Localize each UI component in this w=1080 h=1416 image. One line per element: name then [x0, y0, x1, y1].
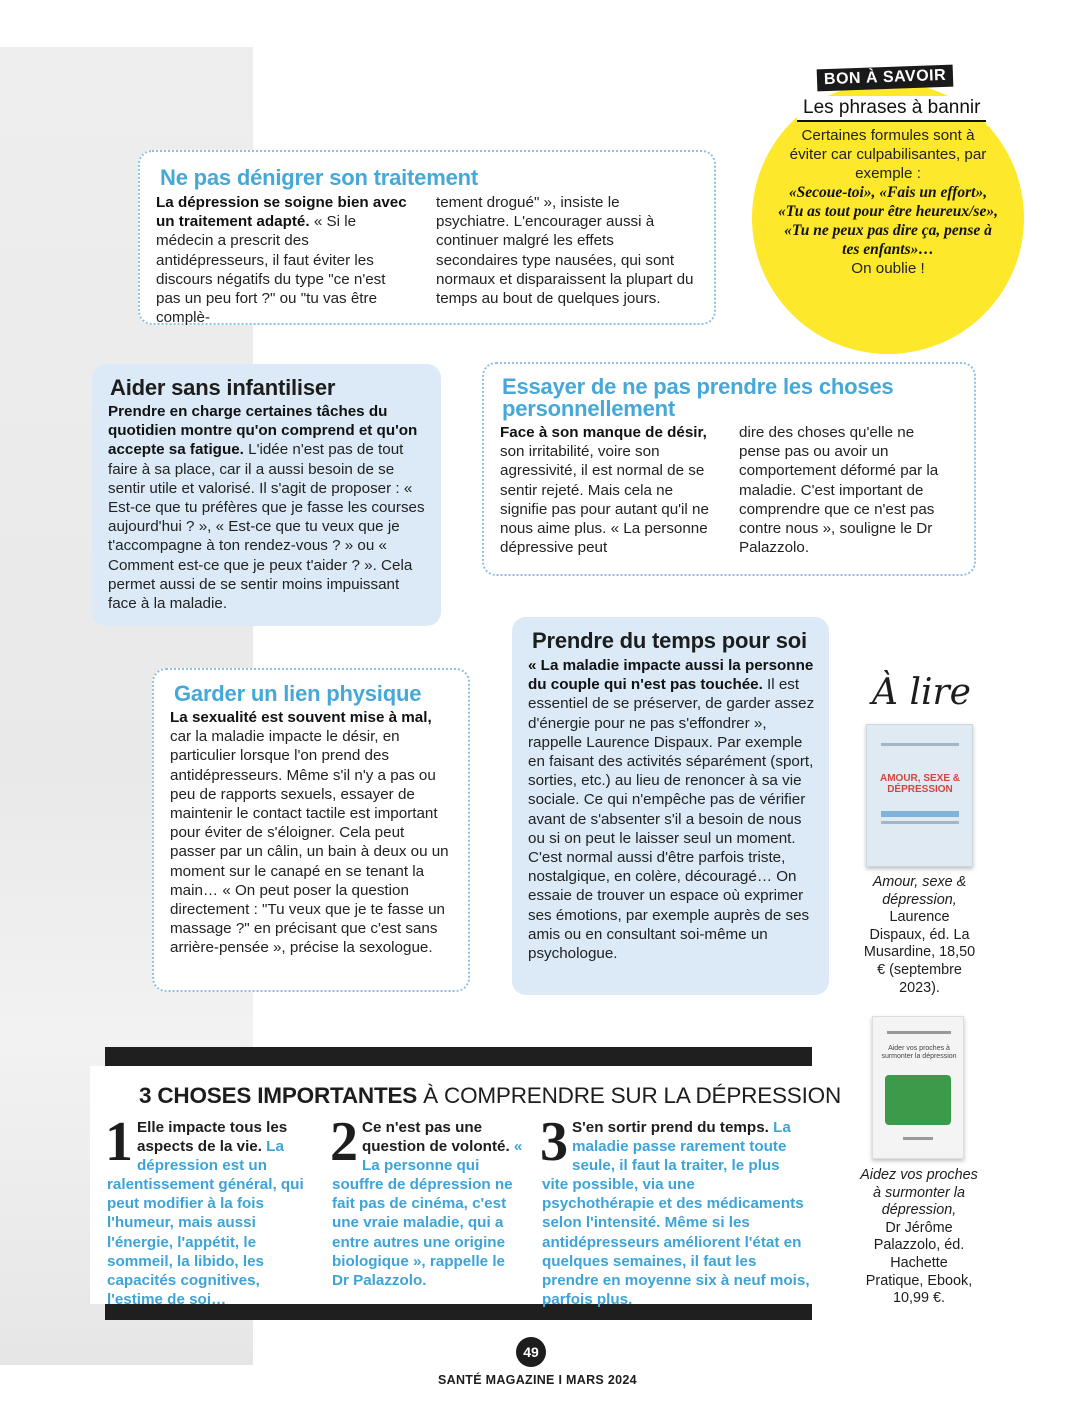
- cover-line: [887, 1031, 951, 1034]
- box-lead: Face à son manque de désir,: [500, 424, 707, 441]
- box-title: Prendre du temps pour soi: [532, 628, 807, 653]
- book-cover-amour: [866, 724, 973, 867]
- key-point-heading: Ce n'est pas une question de volonté.: [362, 1119, 510, 1156]
- cover-line: [881, 811, 959, 817]
- key-point-number: 2: [330, 1111, 358, 1173]
- box-temps: [512, 617, 829, 995]
- box-infantiliser: [92, 364, 441, 626]
- band-title-bold: 3 CHOSES IMPORTANTES: [139, 1083, 418, 1108]
- box-title: Essayer de ne pas prendre les choses personnellement: [502, 374, 894, 421]
- box-lead: Prendre en charge certaines tâches du quotidien montre qu'on comprend et qu'on accepte sa fatigue.: [108, 403, 418, 459]
- box-title: Garder un lien physique: [174, 681, 422, 706]
- footer-issue: MARS 2024: [566, 1373, 637, 1387]
- box-text: « Si le médecin a prescrit des antidépresseurs, il faut éviter les discours négatifs du type "ce n'est pas un peu fort ?" ou "tu vas être complè-: [156, 213, 386, 327]
- tip-badge: BON À SAVOIR: [817, 65, 954, 92]
- cover-line: [903, 1137, 933, 1140]
- key-point-number: 3: [540, 1111, 568, 1173]
- cover-line: [881, 821, 959, 824]
- cover-line: [881, 743, 959, 746]
- tip-intro: Certaines formules sont à éviter car culpabilisantes, par exemple :: [789, 127, 987, 182]
- key-point-number: 1: [105, 1111, 133, 1173]
- tip-heading: Les phrases à bannir: [797, 96, 986, 122]
- page-number: 49: [516, 1337, 546, 1367]
- key-point-text: La dépression est un ralentissement général, qui peut modifier à la fois l'humeur, mais aussi l'énergie, l'appétit, le sommeil, la libido, les capacités cognitives, l'estime de soi…: [107, 1138, 304, 1308]
- box-lead: « La maladie impacte aussi la personne du couple qui n'est pas touchée.: [528, 657, 814, 694]
- book-caption: [862, 874, 977, 997]
- tip-content: [772, 126, 1004, 278]
- box-body: [170, 708, 454, 958]
- box-column: [500, 423, 717, 557]
- band-title: [139, 1083, 841, 1109]
- book-cover-aider: [872, 1016, 964, 1159]
- box-column: [739, 423, 956, 557]
- box-columns: [500, 423, 956, 557]
- key-point-2: [330, 1111, 524, 1290]
- box-column: [156, 193, 414, 327]
- box-traitement: [138, 150, 716, 325]
- footer-credit: [438, 1373, 637, 1387]
- box-body: [528, 656, 815, 963]
- book-details: Laurence Dispaux, éd. La Musardine, 18,50 € (septembre 2023).: [863, 909, 976, 996]
- box-text: son irritabilité, voire son agressivité, il est normal de se sentir rejeté. Mais cela ne signifie pas pour autant qu'il ne nous aime plus. « La personne dépressive peut: [500, 443, 709, 557]
- key-point-heading: S'en sortir prend du temps.: [572, 1119, 769, 1136]
- book-cover-title: AMOUR, SEXE & DÉPRESSION: [879, 773, 960, 795]
- book-details: Dr Jérôme Palazzolo, éd. Hachette Pratique, Ebook, 10,99 €.: [865, 1219, 973, 1307]
- tip-outro: On oublie !: [851, 260, 925, 277]
- box-title: Ne pas dénigrer son traitement: [160, 165, 478, 190]
- key-point-1: [105, 1111, 312, 1309]
- book-caption: [860, 1167, 978, 1308]
- box-text: L'idée n'est pas de tout faire à sa place, car il a aussi besoin de se sentir utile et valorisé. Il s'agit de proposer : « Est-ce que tu préfères que je fasse les courses aujourd'hui ? », « Est-ce que tu veux que je t'accompagne à ton rendez-vous ? » ou « Comment est-ce que je peux t'aider ? ». Cela permet aussi de se sentir moins impuissant face à la maladie.: [108, 441, 425, 613]
- box-lead: La dépression se soigne bien avec un traitement adapté.: [156, 194, 407, 231]
- book-cover-title: Aider vos proches à surmonter la dépression: [881, 1045, 957, 1060]
- key-point-text: « La personne qui souffre de dépression ne fait pas de cinéma, c'est une vraie maladie, qui a entre autres une origine biologique », rappelle le Dr Palazzolo.: [332, 1138, 523, 1289]
- band-title-rest: À COMPRENDRE SUR LA DÉPRESSION: [417, 1083, 842, 1108]
- tip-quotes: «Secoue-toi», «Fais un effort», «Tu as tout pour être heureux/se», «Tu ne peux pas dire ça, pense à tes enfants»…: [778, 184, 998, 258]
- box-columns: [156, 193, 694, 327]
- box-physique: [152, 668, 470, 992]
- box-text: dire des choses qu'elle ne pense pas ou avoir un comportement déformé par la maladie. C'est important de comprendre que ce n'est pas contre nous », souligne le Dr Palazzolo.: [739, 424, 939, 557]
- book-title: Amour, sexe & dépression,: [872, 874, 967, 908]
- box-text: Il est essentiel de se préserver, de garder assez d'énergie pour ne pas s'effondrer », rappelle Laurence Dispaux. Par exemple en faisant des activités séparément (sport, sorties, etc.) au lieu de renoncer à sa vie sociale. Ce qui n'empêche pas de vérifier avant de s'absenter s'il a besoin de nous ou si on peut le laisser seul un moment. C'est normal aussi d'être parfois triste, nostalgique, en colère, découragé… On essaie de trouver un espace où exprimer ses émotions, par exemple auprès de ses amis ou en consultant soi-même un psychologue.: [528, 676, 815, 963]
- box-text: tement drogué" », insiste le psychiatre. L'encourager aussi à continuer malgré les effets secondaires type nausées, qui sont normaux et disparaissent la plupart du temps au bout de quelques jours.: [436, 194, 694, 308]
- cover-illustration: [885, 1075, 951, 1125]
- reading-heading: À lire: [872, 672, 971, 713]
- box-personnellement: [482, 362, 976, 576]
- key-point-heading: Elle impacte tous les aspects de la vie.: [137, 1119, 288, 1156]
- box-body: [108, 402, 427, 613]
- box-title: Aider sans infantiliser: [110, 375, 336, 400]
- box-column: [436, 193, 694, 327]
- band-bar-top: [105, 1047, 812, 1067]
- key-point-text: La maladie passe rarement toute seule, il faut la traiter, le plus vite possible, via une psychothérapie et des médicaments selon l'intensité. Même si les antidépresseurs améliorent l'état en quelques semaines, il faut les prendre en moyenne six à neuf mois, parfois plus.: [542, 1119, 810, 1308]
- book-title: Aidez vos proches à surmonter la dépression,: [860, 1167, 978, 1219]
- footer-separator: I: [558, 1373, 563, 1387]
- footer-magazine: SANTÉ MAGAZINE: [438, 1373, 555, 1387]
- box-text: car la maladie impacte le désir, en particulier lorsque l'on prend des antidépresseurs. Même s'il n'y a pas ou peu de rapports sexuels, essayer de maintenir le contact tactile est important pour éviter de s'éloigner. Cela peut passer par un câlin, un bain à deux ou un moment sur le canapé en se tenant la main… « On peut poser la question directement : "Tu veux que je te fasse un massage ?" en précisant que c'est sans arrière-pensée », précise la sexologue.: [170, 728, 449, 957]
- box-lead: La sexualité est souvent mise à mal,: [170, 709, 432, 726]
- key-point-3: [540, 1111, 810, 1309]
